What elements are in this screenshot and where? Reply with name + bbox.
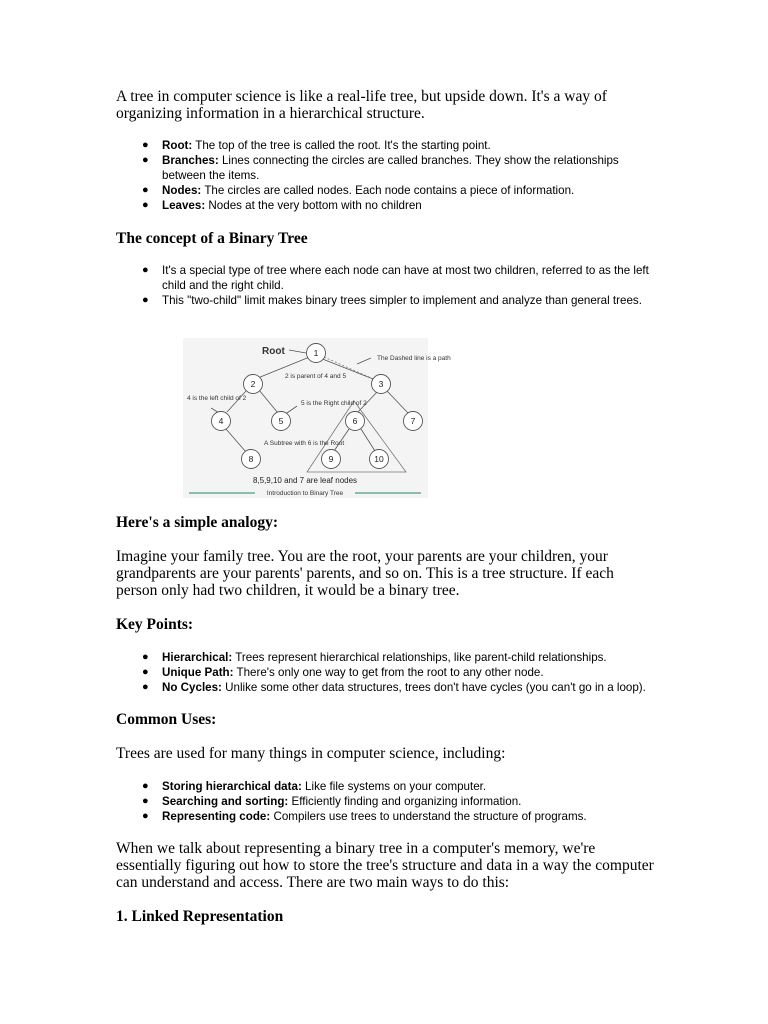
- tree-node-label: 6: [352, 416, 358, 426]
- tree-edge: [259, 390, 278, 413]
- bullet-icon: ●: [142, 139, 149, 151]
- list-item-term: Nodes:: [162, 184, 202, 197]
- list-item: [116, 138, 656, 153]
- list-item-desc: Nodes at the very bottom with no children: [208, 199, 422, 212]
- tree-node-label: 1: [313, 348, 319, 358]
- bullet-icon: ●: [142, 294, 149, 306]
- list-item: [116, 293, 656, 308]
- list-item-desc: The circles are called nodes. Each node contains a piece of information.: [204, 184, 575, 197]
- bullet-icon: ●: [142, 666, 149, 678]
- uses-list: [116, 779, 656, 824]
- left-child-note-text: 4 is the left child of 2: [187, 395, 247, 402]
- root-label: Root: [262, 346, 285, 357]
- list-item-desc: Trees represent hierarchical relationships, like parent-child relationships.: [235, 651, 607, 664]
- list-item-term: Unique Path:: [162, 666, 234, 679]
- tree-node-label: 4: [218, 416, 224, 426]
- binary-tree-figure: [183, 338, 451, 498]
- bullet-icon: ●: [142, 681, 149, 693]
- list-item: [116, 794, 656, 809]
- tree-node-label: 2: [250, 379, 256, 389]
- bullet-icon: ●: [142, 154, 149, 166]
- tree-node-label: 7: [410, 416, 416, 426]
- tree-edge: [361, 429, 375, 451]
- list-item: [116, 183, 656, 198]
- list-item: [116, 198, 656, 213]
- parent-note-text: 2 is parent of 4 and 5: [285, 373, 347, 380]
- tree-node-label: 5: [278, 416, 284, 426]
- list-item-term: Hierarchical:: [162, 651, 233, 664]
- linked-representation-heading: 1. Linked Representation: [116, 908, 284, 925]
- key-points-list: [116, 650, 656, 695]
- list-item-desc: This "two-child" limit makes binary trees simpler to implement and analyze than general trees.: [162, 294, 642, 307]
- list-item-desc: It's a special type of tree where each node can have at most two children, referred to as the left child and the right child.: [162, 264, 649, 292]
- tree-edge: [387, 391, 408, 413]
- list-item-term: Branches:: [162, 154, 219, 167]
- figure-caption: Introduction to Binary Tree: [266, 490, 344, 497]
- representation-paragraph: When we talk about representing a binary tree in a computer's memory, we're essentially figuring out how to store the tree's structure and data in a way the computer can understand and access. There are two main ways to do this:: [116, 840, 654, 891]
- bullet-icon: ●: [142, 184, 149, 196]
- binary-tree-heading: The concept of a Binary Tree: [116, 230, 308, 247]
- list-item: [116, 650, 656, 665]
- list-item: [116, 809, 656, 824]
- list-item-desc: The top of the tree is called the root. It's the starting point.: [195, 139, 491, 152]
- list-item-term: Representing code:: [162, 810, 271, 823]
- list-item: [116, 680, 656, 695]
- list-item-term: Searching and sorting:: [162, 795, 289, 808]
- tree-node-label: 10: [374, 454, 384, 464]
- parent-note-label: [285, 373, 346, 380]
- tree-parts-list: [116, 138, 656, 213]
- leaf-note-label: 8,5,9,10 and 7 are leaf nodes: [252, 476, 358, 485]
- right-child-note-label: [301, 400, 367, 407]
- tree-edge: [226, 429, 246, 452]
- bullet-icon: ●: [142, 651, 149, 663]
- bullet-icon: ●: [142, 199, 149, 211]
- dashed-note-label: [377, 355, 451, 362]
- bullet-icon: ●: [142, 795, 149, 807]
- subtree-note-text: A Subtree with 6 is the Root: [264, 440, 345, 447]
- list-item: [116, 153, 656, 183]
- analogy-paragraph: Imagine your family tree. You are the root, your parents are your children, your grandparents are your parents' parents, and so on. This is a tree structure. If each person only had two children, it would be a binary tree.: [116, 548, 614, 599]
- bullet-icon: ●: [142, 780, 149, 792]
- bullet-icon: ●: [142, 810, 149, 822]
- list-item-desc: Compilers use trees to understand the structure of programs.: [273, 810, 587, 823]
- uses-intro-paragraph: Trees are used for many things in computer science, including:: [116, 745, 506, 762]
- intro-paragraph: A tree in computer science is like a real-life tree, but upside down. It's a way of organizing information in a hierarchical structure.: [116, 88, 607, 122]
- list-item-term: Leaves:: [162, 199, 206, 212]
- subtree-note-label: [264, 440, 344, 447]
- list-item: [116, 779, 656, 794]
- list-item-term: No Cycles:: [162, 681, 222, 694]
- list-item: [116, 665, 656, 680]
- list-item-desc: Like file systems on your computer.: [305, 780, 487, 793]
- list-item-desc: There's only one way to get from the root to any other node.: [236, 666, 544, 679]
- list-item-desc: Efficiently finding and organizing information.: [291, 795, 522, 808]
- left-child-note-label: [187, 395, 247, 402]
- list-item: [116, 263, 656, 293]
- list-item-term: Root:: [162, 139, 193, 152]
- common-uses-heading: Common Uses:: [116, 711, 217, 728]
- bullet-icon: ●: [142, 264, 149, 276]
- analogy-heading: Here's a simple analogy:: [116, 514, 279, 531]
- list-item-desc: Lines connecting the circles are called branches. They show the relationships between the items.: [162, 154, 619, 182]
- list-item-term: Storing hierarchical data:: [162, 780, 302, 793]
- dashed-note-text: The Dashed line is a path: [377, 355, 451, 362]
- tree-node-label: 3: [378, 379, 384, 389]
- right-child-note-text: 5 is the Right child of 2: [301, 400, 367, 407]
- tree-node-label: 8: [248, 454, 254, 464]
- binary-points-list: [116, 263, 656, 308]
- key-points-heading: Key Points:: [116, 616, 194, 633]
- list-item-desc: Unlike some other data structures, trees don't have cycles (you can't go in a loop).: [225, 681, 646, 694]
- tree-node-label: 9: [328, 454, 334, 464]
